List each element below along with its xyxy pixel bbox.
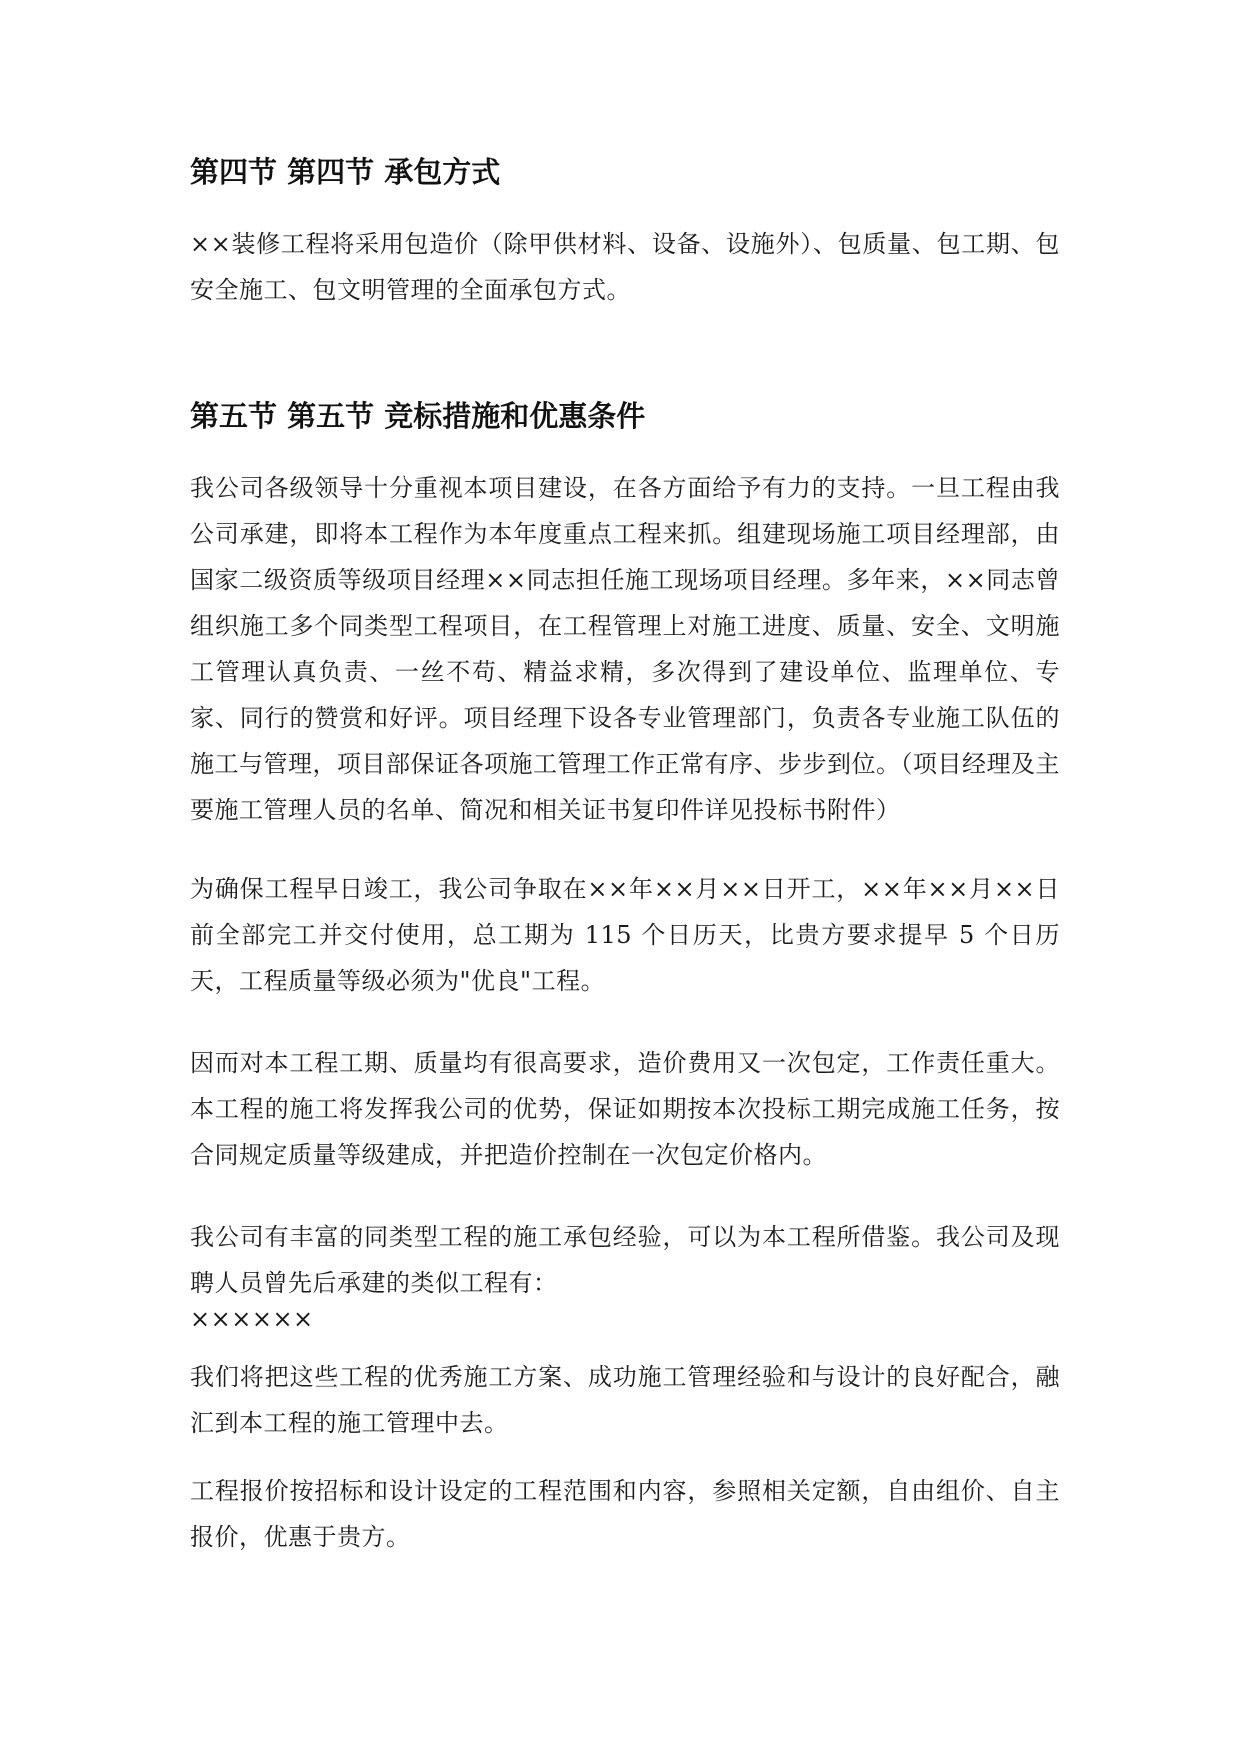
section-5-paragraph-2: 为确保工程早日竣工，我公司争取在××年××月××日开工，××年××月××日前全部完工并交付使用，总工期为 115 个日历天，比贵方要求提早 5 个日历天，工程质量等级必须为"优良"工程。 bbox=[190, 875, 1060, 995]
section-5-paragraph-6: 我们将把这些工程的优秀施工方案、成功施工管理经验和与设计的良好配合，融汇到本工程的施工管理中去。 bbox=[190, 1363, 1060, 1437]
section-4-heading: 第四节 第四节 承包方式 bbox=[190, 155, 501, 189]
section-5-paragraph-3: 因而对本工程工期、质量均有很高要求，造价费用又一次包定，工作责任重大。本工程的施工将发挥我公司的优势，保证如期按本次投标工期完成施工任务，按合同规定质量等级建成，并把造价控制在一次包定价格内。 bbox=[190, 1049, 1060, 1169]
section-5-paragraph-1: 我公司各级领导十分重视本项目建设，在各方面给予有力的支持。一旦工程由我公司承建，即将本工程作为本年度重点工程来抓。组建现场施工项目经理部，由国家二级资质等级项目经理××同志担任施工现场项目经理。多年来，××同志曾组织施工多个同类型工程项目，在工程管理上对施工进度、质量、安全、文明施工管理认真负责、一丝不苟、精益求精，多次得到了建设单位、监理单位、专家、同行的赞赏和好评。项目经理下设各专业管理部门，负责各专业施工队伍的施工与管理，项目部保证各项施工管理工作正常有序、步步到位。（项目经理及主要施工管理人员的名单、简况和相关证书复印件详见投标书附件） bbox=[190, 474, 1060, 824]
section-5-paragraph-5: ×××××× bbox=[190, 1305, 314, 1333]
section-5-paragraph-7: 工程报价按招标和设计设定的工程范围和内容，参照相关定额，自由组价、自主报价，优惠于贵方。 bbox=[190, 1477, 1060, 1551]
section-4-paragraph-1: ××装修工程将采用包造价（除甲供材料、设备、设施外）、包质量、包工期、包安全施工、包文明管理的全面承包方式。 bbox=[190, 230, 1060, 304]
section-5-heading: 第五节 第五节 竞标措施和优惠条件 bbox=[190, 399, 646, 433]
section-5-paragraph-4: 我公司有丰富的同类型工程的施工承包经验，可以为本工程所借鉴。我公司及现聘人员曾先后承建的类似工程有： bbox=[190, 1223, 1060, 1297]
